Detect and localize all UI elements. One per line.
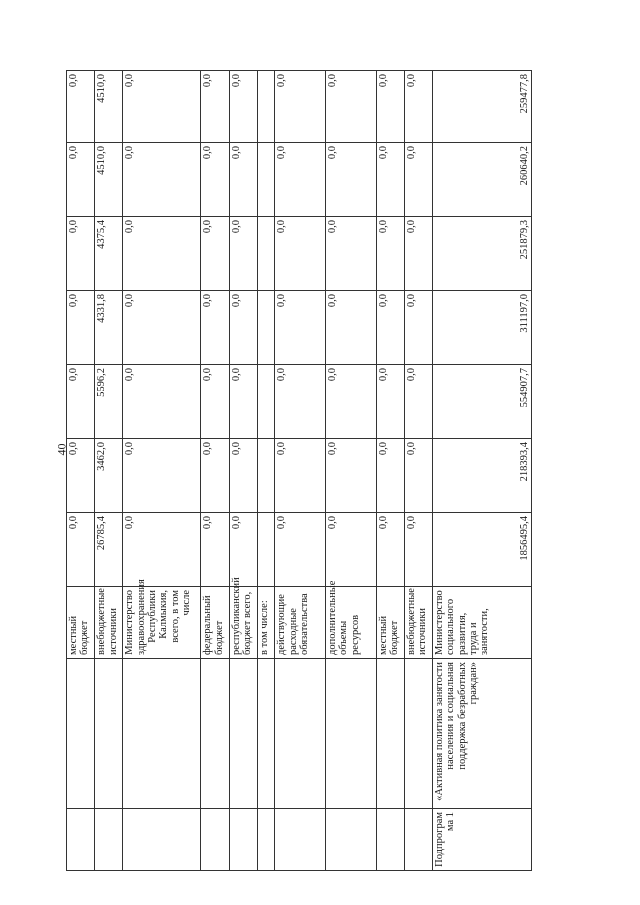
value-cell: 4510,0 [95,71,123,143]
value-cell: 0,0 [376,291,404,365]
value-cell: 26785,4 [95,513,123,587]
total-cell: 260640,2 [432,143,531,217]
value-cell: 0,0 [229,439,257,513]
value-cell: 0,0 [229,291,257,365]
empty-cell [229,809,257,871]
value-cell: 0,0 [404,143,432,217]
value-cell: 4331,8 [95,291,123,365]
row-label: действующие расходные обязательства [275,587,326,659]
total-cell: 554907,7 [432,365,531,439]
empty-cell [95,809,123,871]
total-cell: 311197,0 [432,291,531,365]
table-row [123,71,201,871]
table-row [275,71,326,871]
value-cell: 0,0 [404,291,432,365]
program-code: Подпрограм ма 1 [432,809,531,871]
row-label: в том числе: [257,587,275,659]
value-cell: 0,0 [326,513,377,587]
value-cell: 0,0 [67,291,95,365]
value-cell: 0,0 [229,365,257,439]
value-cell: 0,0 [326,365,377,439]
value-cell [257,291,275,365]
value-cell: 0,0 [275,143,326,217]
value-cell: 0,0 [376,71,404,143]
value-cell: 0,0 [67,365,95,439]
value-cell: 0,0 [123,143,201,217]
total-cell: 1856495,4 [432,513,531,587]
value-cell: 0,0 [201,143,229,217]
empty-cell [376,809,404,871]
value-cell: 4375,4 [95,217,123,291]
page-number: 40 [54,443,69,456]
empty-cell [326,809,377,871]
value-cell: 0,0 [123,365,201,439]
value-cell [257,513,275,587]
empty-cell [404,659,432,809]
row-label: дополнительные объемы ресурсов [326,587,377,659]
value-cell: 0,0 [201,291,229,365]
empty-cell [326,659,377,809]
row-label: федеральный бюджет [201,587,229,659]
row-label: местный бюджет [376,587,404,659]
value-cell: 0,0 [376,513,404,587]
value-cell: 0,0 [326,291,377,365]
empty-cell [275,659,326,809]
value-cell: 0,0 [275,365,326,439]
value-cell [257,217,275,291]
value-cell: 0,0 [67,439,95,513]
value-cell: 0,0 [67,513,95,587]
value-cell: 0,0 [123,71,201,143]
value-cell: 0,0 [326,71,377,143]
row-label: внебюджетные источники [404,587,432,659]
empty-cell [201,809,229,871]
program-name: «Активная политика занятости населения и социальная поддержка безработных граждан» [432,659,531,809]
value-cell: 0,0 [123,513,201,587]
value-cell: 0,0 [67,217,95,291]
row-label: Министерство здравоохранения Республики Калмыкия, всего, в том числе [123,587,201,659]
value-cell: 4510,0 [95,143,123,217]
value-cell: 0,0 [275,439,326,513]
value-cell: 5596,2 [95,365,123,439]
row-label: внебюджетные источники [95,587,123,659]
value-cell: 0,0 [275,217,326,291]
table-row [67,71,95,871]
table-row [229,71,257,871]
value-cell: 0,0 [376,365,404,439]
value-cell: 0,0 [201,513,229,587]
value-cell: 0,0 [123,291,201,365]
table-row [257,71,275,871]
empty-cell [201,659,229,809]
value-cell: 0,0 [275,291,326,365]
table-row [376,71,404,871]
value-cell: 0,0 [229,143,257,217]
empty-cell [404,809,432,871]
value-cell [257,143,275,217]
rotated-table-container [66,71,532,871]
table-row [201,71,229,871]
value-cell: 0,0 [326,143,377,217]
table-row [326,71,377,871]
value-cell: 0,0 [404,439,432,513]
value-cell: 0,0 [404,365,432,439]
row-label: местный бюджет [67,587,95,659]
value-cell: 0,0 [376,217,404,291]
empty-cell [67,809,95,871]
program-row [432,71,531,871]
program-responsible: Министерство социального развития, труда и занятости, [432,587,531,659]
empty-cell [95,659,123,809]
value-cell: 3462,0 [95,439,123,513]
value-cell: 0,0 [326,217,377,291]
value-cell: 0,0 [229,71,257,143]
value-cell: 0,0 [326,439,377,513]
value-cell: 0,0 [201,71,229,143]
value-cell: 0,0 [376,143,404,217]
empty-cell [257,659,275,809]
table-row [95,71,123,871]
total-cell: 251879,3 [432,217,531,291]
value-cell: 0,0 [229,217,257,291]
empty-cell [257,809,275,871]
value-cell: 0,0 [275,513,326,587]
value-cell: 0,0 [67,143,95,217]
budget-table [66,70,532,871]
total-cell: 259477,8 [432,71,531,143]
value-cell: 0,0 [404,71,432,143]
value-cell [257,71,275,143]
value-cell [257,439,275,513]
value-cell: 0,0 [229,513,257,587]
value-cell: 0,0 [123,439,201,513]
value-cell: 0,0 [123,217,201,291]
value-cell: 0,0 [376,439,404,513]
value-cell: 0,0 [201,439,229,513]
value-cell: 0,0 [404,513,432,587]
total-cell: 218393,4 [432,439,531,513]
empty-cell [275,809,326,871]
value-cell: 0,0 [201,217,229,291]
value-cell: 0,0 [404,217,432,291]
value-cell: 0,0 [67,71,95,143]
empty-cell [376,659,404,809]
value-cell: 0,0 [275,71,326,143]
value-cell: 0,0 [201,365,229,439]
table-row [404,71,432,871]
empty-cell [123,659,201,809]
row-label: республиканский бюджет всего, [229,587,257,659]
empty-cell [67,659,95,809]
empty-cell [123,809,201,871]
value-cell [257,365,275,439]
empty-cell [229,659,257,809]
